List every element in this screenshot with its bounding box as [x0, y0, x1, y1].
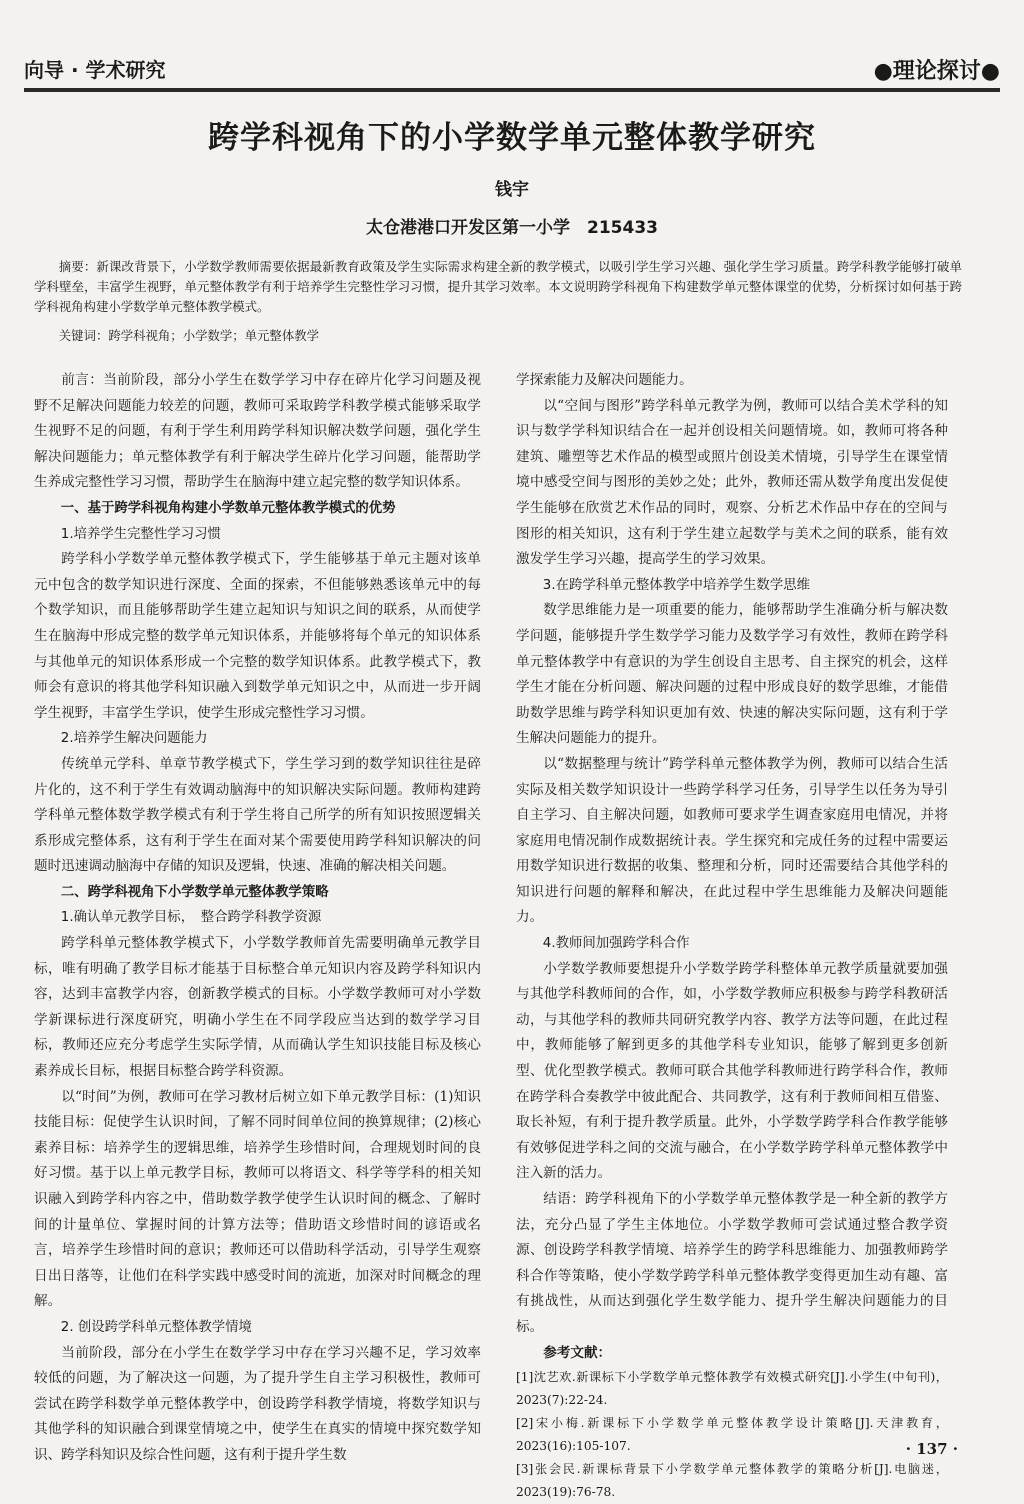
intro-paragraph: 前言：当前阶段，部分小学生在数学学习中存在碎片化学习问题及视野不足解决问题能力较差的问题，教师可采取跨学科教学模式能够采取学生视野不足的问题，有利于学生利用跨学科知识解决数学问题，强化学生解决问题能力；单元整体教学有利于解决学生碎片化学习问题，能帮助学生养成完整性学习习惯，帮助学生在脑海中建立起完整的数学知识体系。 — [34, 372, 481, 491]
subsection-heading-2-2: 2. 创设跨学科单元整体教学情境 — [60, 1319, 252, 1335]
reference-item: [1]沈艺欢.新课标下小学数学单元整体教学有效模式研究[J].小学生(中旬刊)，2023(7):22-24. — [516, 1370, 948, 1408]
page-number: · 137 · — [905, 1440, 958, 1458]
keywords: 关键词：跨学科视角；小学数学；单元整体教学 — [58, 328, 319, 343]
journal-name: 向导 · 学术研究 — [24, 58, 166, 82]
running-header — [24, 52, 1000, 86]
paragraph-2-3: 数学思维能力是一项重要的能力，能够帮助学生准确分析与解决数学问题，能够提升学生数学学习能力及数学学习有效性，教师在跨学科单元整体教学中有意识的为学生创设自主思考、自主探究的机会，这样学生才能在分析问题、解决问题的过程中形成良好的数学思维，才能借助数学思维与跨学科知识更加有效、快速的解决实际问题，这有利于学生解决问题能力的提升。 — [516, 602, 948, 747]
left-column — [34, 368, 481, 1469]
reference-item: [2]宋小梅.新课标下小学数学单元整体教学设计策略[J].天津教育，2023(16):105-107. — [516, 1416, 948, 1454]
paragraph-2-3-example: 以“数据整理与统计”跨学科单元整体教学为例，教师可以结合生活实际及相关数学知识设计一些跨学科学习任务，引导学生以任务为导引自主学习、自主解决问题，如教师可要求学生调查家庭用电情况，并将家庭用电情况制作成数据统计表。学生探究和完成任务的过程中需要运用数学知识进行数据的收集、整理和分析，同时还需要结合其他学科的知识进行问题的解释和解决，在此过程中学生思维能力及解决问题能力。 — [516, 755, 948, 926]
right-column — [516, 368, 948, 1504]
paragraph-2-1-example: 以“时间”为例，教师可在学习教材后树立如下单元教学目标：(1)知识技能目标：促使学生认识时间，了解不同时间单位间的换算规律；(2)核心素养目标：培养学生的逻辑思维，培养学生珍惜时间，合理规划时间的良好习惯。基于以上单元教学目标，教师可以将语文、科学等学科的相关知识融入到跨学科内容之中，借助数学教学使学生认识时间的概念、了解时间的计量单位、掌握时间的计算方法等；借助语文珍惜时间的谚语或名言，培养学生珍惜时间的意识；教师还可以借助科学活动，引导学生观察日出日落等，让他们在科学实践中感受时间的流逝，加深对时间概念的理解。 — [34, 1088, 481, 1310]
article-title: 跨学科视角下的小学数学单元整体教学研究 — [208, 120, 816, 156]
subsection-heading-2-3: 3.在跨学科单元整体教学中培养学生数学思维 — [542, 577, 810, 593]
conclusion-paragraph: 结语：跨学科视角下的小学数学单元整体教学是一种全新的教学方法，充分凸显了学生主体地位。小学数学教师可尝试通过整合教学资源、创设跨学科教学情境、培养学生的跨学科思维能力、加强教师跨学科合作等策略，使小学数学跨学科单元整体教学变得更加生动有趣、富有挑战性，从而达到强化学生数学能力、提升学生解决问题能力的目标。 — [516, 1191, 948, 1335]
subsection-heading-2-1: 1.确认单元教学目标， 整合跨学科教学资源 — [60, 910, 322, 926]
header-rule — [24, 88, 1000, 92]
paragraph-1-2: 传统单元学科、单章节教学模式下，学生学习到的数学知识往往是碎片化的，这不利于学生有效调动脑海中的知识解决实际问题。教师构建跨学科单元整体数学教学模式有利于学生将自己所学的所有知识按照逻辑关系形成完整体系，这有利于学生在面对某个需要使用跨学科知识解决的问题时迅速调动脑海中存储的知识及逻辑，快速、准确的解决相关问题。 — [34, 755, 481, 875]
subsection-heading-2-4: 4.教师间加强跨学科合作 — [542, 936, 690, 952]
section-heading-1: 一、基于跨学科视角构建小学数单元整体教学模式的优势 — [60, 500, 396, 516]
reference-item: [3]张会民.新课标背景下小学数学单元整体教学的策略分析[J].电脑迷，2023(19):76-78. — [516, 1462, 948, 1500]
paragraph-2-2-example: 以“空间与图形”跨学科单元教学为例，教师可以结合美术学科的知识与数学学科知识结合在一起并创设相关问题情境。如，教师可将各种建筑、雕塑等艺术作品的模型或照片创设美术情境，引导学生在课堂情境中感受空间与图形的美妙之处；此外，教师还需从数学角度出发促使学生能够在欣赏艺术作品的同时，观察、分析艺术作品中存在的空间与图形的相关知识，这有利于学生建立起数学与美术之间的联系，能有效激发学生学习兴趣，提高学生的学习效果。 — [516, 397, 948, 568]
section-heading-2: 二、跨学科视角下小学数学单元整体教学策略 — [60, 884, 329, 900]
author-name: 钱宇 — [495, 180, 529, 200]
references-heading: 参考文献： — [543, 1344, 612, 1361]
section-label: ●理论探讨● — [873, 59, 1000, 84]
paragraph-2-2-continued: 学探索能力及解决问题能力。 — [516, 372, 693, 388]
paragraph-2-2: 当前阶段，部分在小学生在数学学习中存在学习兴趣不足，学习效率较低的问题，为了解决这一问题，为了提升学生自主学习积极性，教师可尝试在跨学科数学单元整体教学中，创设跨学科教学情境，将数学知识与其他学科的知识融合到课堂情境之中，使学生在真实的情境中探究数学知识、跨学科知识及综合性问题，这有利于提升学生数 — [34, 1344, 481, 1463]
abstract-text: 摘要：新课改背景下，小学数学教师需要依据最新教育政策及学生实际需求构建全新的教学模式，以吸引学生学习兴趣、强化学生学习质量。跨学科教学能够打破单学科壁垒，丰富学生视野，单元整体教学有利于培养学生完整性学习习惯，提升其学习效率。本文说明跨学科视角下构建数学单元整体课堂的优势，分析探讨如何基于跨学科视角构建小学数学单元整体教学模式。 — [34, 259, 962, 314]
subsection-heading-1-2: 2.培养学生解决问题能力 — [60, 731, 208, 747]
abstract — [34, 257, 962, 317]
subsection-heading-1-1: 1.培养学生完整性学习习惯 — [60, 526, 221, 542]
paragraph-2-1: 跨学科单元整体教学模式下，小学数学教师首先需要明确单元教学目标，唯有明确了教学目标才能基于目标整合单元知识内容及跨学科知识内容，达到丰富教学内容，创新教学模式的目标。小学数学教师可对小学数学新课标进行深度研究，明确小学生在不同学段应当达到的数学学习目标，教师还应充分考虑学生实际学情，从而确认学生知识技能目标及核心素养成长目标，根据目标整合跨学科资源。 — [34, 935, 481, 1080]
paragraph-2-4: 小学数学教师要想提升小学数学跨学科整体单元教学质量就要加强与其他学科教师间的合作，如，小学数学教师应积极参与跨学科教研活动，与其他学科的教师共同研究教学内容、教学方法等问题，在此过程中，教师能够了解到更多的其他学科专业知识，能够了解到更多创新型、优化型教学模式。教师可联合其他学科教师进行跨学科合作，教师在跨学科合奏教学中彼此配合、共同教学，这有利于教师间相互借鉴、取长补短，有利于提升教学质量。此外，小学数学跨学科合作教学能够有效够促进学科之间的交流与融合，在小学数学跨学科单元整体教学中注入新的活力。 — [516, 960, 948, 1182]
paragraph-1-1: 跨学科小学数学单元整体教学模式下，学生能够基于单元主题对该单元中包含的数学知识进行深度、全面的探索，不但能够熟悉该单元中的每个数学知识，而且能够帮助学生建立起知识与知识之间的联系，从而使学生在脑海中形成完整的数学单元知识体系，并能够将每个单元的知识体系与其他单元的知识体系形成一个完整的数学知识体系。此教学模式下，教师会有意识的将其他学科知识融入到数学单元知识之中，从而进一步开阔学生视野，丰富学生学识，使学生形成完整性学习习惯。 — [34, 551, 481, 721]
author-affiliation: 太仓港港口开发区第一小学 215433 — [366, 218, 658, 238]
